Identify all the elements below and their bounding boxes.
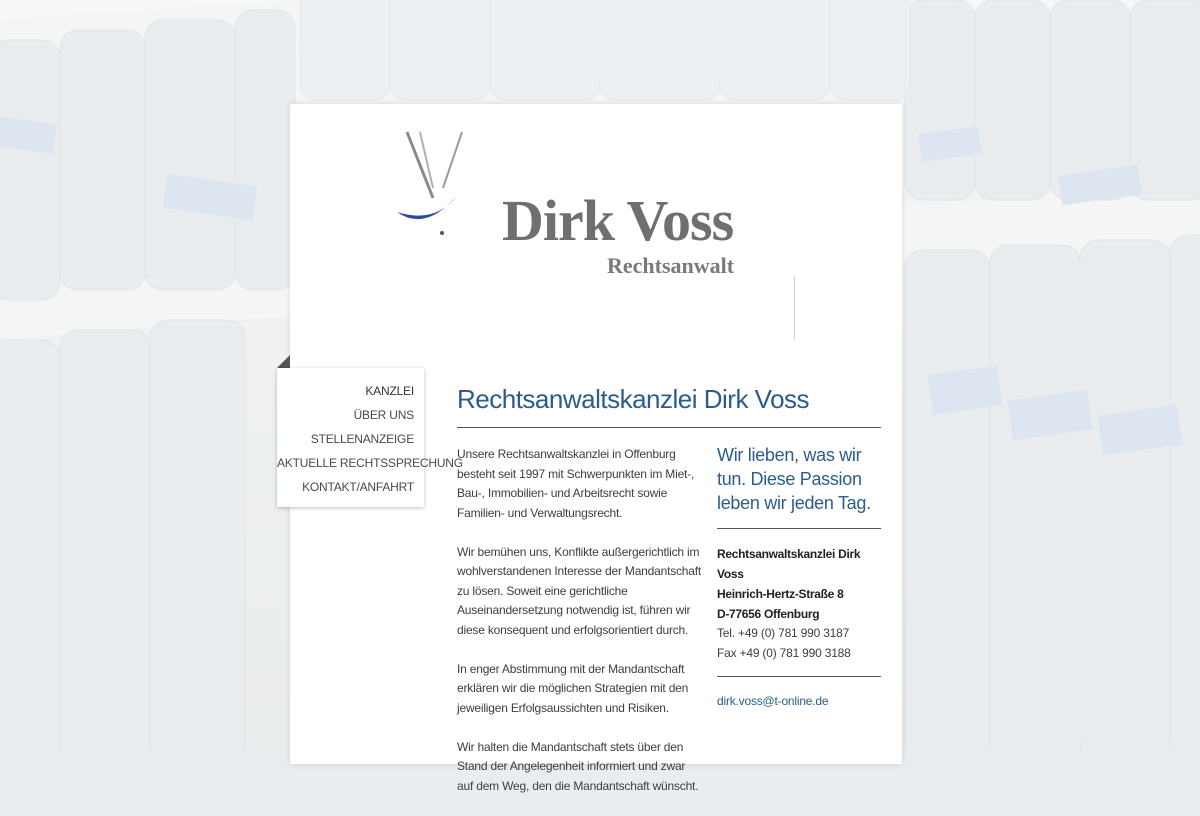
page-title: Rechtsanwaltskanzlei Dirk Voss <box>457 384 810 414</box>
email-link[interactable]: dirk.voss@t-online.de <box>717 694 829 708</box>
phone-number: Tel. +49 (0) 781 990 3187 <box>717 626 850 640</box>
paragraph: In enger Abstimmung mit der Mandantschaft erklären wir die möglichen Strategien mit den jeweiligen Erfolgsaussichten und Risiken. <box>457 661 689 715</box>
paragraph: Wir bemühen uns, Konflikte außergerichtlich im wohlverstandenen Interesse der Mandantschaft zu lösen. Soweit eine gerichtliche Auseinandersetzung notwendig ist, führen wir diese konsequent und erfolgsorientiert durch. <box>457 544 702 637</box>
paragraph: Wir halten die Mandantschaft stets über den Stand der Angelegenheit informiert und zwar auf dem Weg, den die Mandantschaft wünscht. <box>457 739 699 793</box>
logo-mark-icon <box>395 128 475 248</box>
address-street: Heinrich-Hertz-Straße 8 <box>717 587 844 601</box>
contact-numbers <box>717 623 887 663</box>
brand-subtitle: Rechtsanwalt <box>607 253 735 278</box>
nav-item-stellenanzeige[interactable]: STELLENANZEIGE <box>310 432 414 446</box>
address-city: D-77656 Offenburg <box>717 607 820 621</box>
sidebar-divider <box>717 528 881 529</box>
title-divider <box>457 427 881 428</box>
header-divider <box>794 276 795 339</box>
sidebar-divider <box>717 676 881 677</box>
fax-number: Fax +49 (0) 781 990 3188 <box>717 646 851 660</box>
main-nav <box>277 368 463 507</box>
nav-item-rechtsprechung[interactable]: AKTUELLE RECHTSSPRECHUNG <box>277 456 463 470</box>
nav-item-kanzlei[interactable]: KANZLEI <box>365 384 414 398</box>
address-block <box>717 544 887 624</box>
brand-name: Dirk Voss <box>502 188 734 253</box>
main-text <box>457 445 703 816</box>
paragraph: Unsere Rechtsanwaltskanzlei in Offenburg besteht seit 1997 mit Schwerpunkten im Miet-, Bau-, Immobilien- und Arbeitsrecht sowie Familien- und Verwaltungsrecht. <box>457 447 695 520</box>
nav-item-ueber-uns[interactable]: ÜBER UNS <box>353 408 414 422</box>
tagline: Wir lieben, was wir tun. Diese Passion leben wir jeden Tag. <box>717 445 871 513</box>
nav-item-kontakt[interactable]: KONTAKT/ANFAHRT <box>302 480 414 494</box>
nav-corner-fold <box>277 355 290 368</box>
address-name: Rechtsanwaltskanzlei Dirk Voss <box>717 547 861 581</box>
